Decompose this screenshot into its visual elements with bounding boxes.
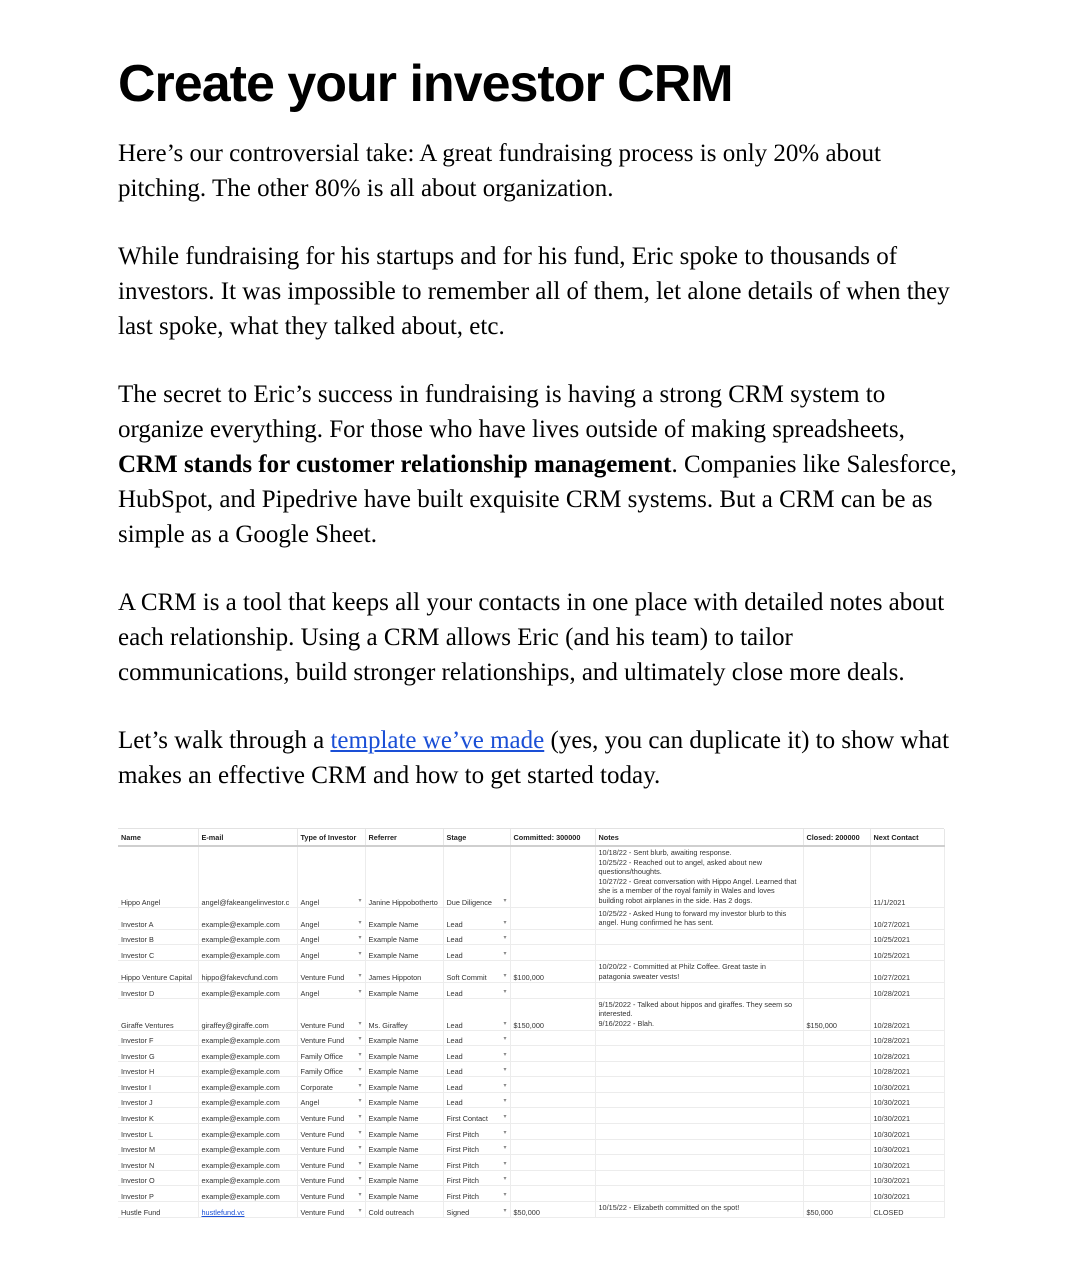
cell-email[interactable]: example@example.com [198, 1108, 297, 1124]
cell-closed[interactable]: $150,000 [803, 998, 870, 1030]
cell-next-contact[interactable]: 10/25/2021 [870, 945, 944, 961]
cell-closed[interactable] [803, 983, 870, 999]
cell-committed[interactable] [510, 846, 595, 907]
cell-notes[interactable] [595, 1170, 803, 1186]
cell-type[interactable]: Venture Fund ▾ [297, 1155, 365, 1171]
cell-next-contact[interactable]: 10/30/2021 [870, 1186, 944, 1202]
table-row [118, 960, 944, 982]
cell-notes[interactable] [595, 1108, 803, 1124]
table-row [118, 1030, 944, 1046]
cell-next-contact[interactable]: 10/25/2021 [870, 929, 944, 945]
table-row [118, 1202, 944, 1218]
cell-stage[interactable]: First Pitch ▾ [443, 1155, 510, 1171]
table-row [118, 1124, 944, 1140]
cell-name[interactable]: Investor F [118, 1030, 198, 1046]
cell-closed[interactable] [803, 1139, 870, 1155]
cell-email[interactable]: example@example.com [198, 1186, 297, 1202]
table-row [118, 929, 944, 945]
cell-name[interactable]: Investor H [118, 1061, 198, 1077]
cell-stage[interactable]: First Pitch ▾ [443, 1124, 510, 1140]
table-row [118, 1170, 944, 1186]
cell-type[interactable]: Venture Fund ▾ [297, 960, 365, 982]
cell-type[interactable]: Angel ▾ [297, 907, 365, 929]
cell-type[interactable]: Family Office ▾ [297, 1046, 365, 1062]
table-row [118, 983, 944, 999]
cell-stage[interactable]: Soft Commit ▾ [443, 960, 510, 982]
table-row [118, 1155, 944, 1171]
cell-stage[interactable]: Lead ▾ [443, 1092, 510, 1108]
cell-notes[interactable] [595, 1061, 803, 1077]
cell-notes[interactable] [595, 929, 803, 945]
cell-name[interactable]: Investor M [118, 1139, 198, 1155]
cell-type[interactable]: Angel ▾ [297, 1092, 365, 1108]
cell-type[interactable]: Venture Fund ▾ [297, 1202, 365, 1218]
cell-name[interactable]: Investor C [118, 945, 198, 961]
p3-text-before: The secret to Eric’s success in fundraising is having a strong CRM system to organize everything. For those who have lives outside of making spreadsheets, [118, 381, 905, 443]
article [118, 52, 958, 789]
cell-stage[interactable]: Lead ▾ [443, 945, 510, 961]
cell-name[interactable]: Giraffe Ventures [118, 998, 198, 1030]
cell-notes[interactable] [595, 1077, 803, 1093]
cell-committed[interactable] [510, 1061, 595, 1077]
cell-notes[interactable]: 10/15/22 - Elizabeth committed on the spot! [595, 1202, 803, 1218]
table-row [118, 1092, 944, 1108]
table-row [118, 1046, 944, 1062]
cell-referrer[interactable]: Example Name [365, 1124, 443, 1140]
cell-name[interactable]: Hustle Fund [118, 1202, 198, 1218]
cell-type[interactable]: Venture Fund ▾ [297, 1124, 365, 1140]
cell-email[interactable]: example@example.com [198, 1170, 297, 1186]
crm-definition-bold: CRM stands for customer relationship management [118, 451, 672, 478]
cell-name[interactable]: Hippo Venture Capital [118, 960, 198, 982]
cell-closed[interactable] [803, 1186, 870, 1202]
cell-committed[interactable] [510, 1155, 595, 1171]
p5-text-after: (yes, you can duplicate it) to show what makes an effective CRM and how to get started today. [118, 727, 950, 789]
cell-stage[interactable]: First Pitch ▾ [443, 1139, 510, 1155]
cell-referrer[interactable]: Example Name [365, 945, 443, 961]
table-body [118, 846, 944, 1217]
cell-email[interactable]: example@example.com [198, 1061, 297, 1077]
cell-notes[interactable]: 9/15/2022 - Talked about hippos and giraffes. They seem so interested. 9/16/2022 - Blah. [595, 998, 803, 1030]
cell-type[interactable]: Venture Fund ▾ [297, 1139, 365, 1155]
cell-stage[interactable]: Due Diligence ▾ [443, 846, 510, 907]
cell-committed[interactable]: $50,000 [510, 1202, 595, 1218]
cell-stage[interactable]: First Pitch ▾ [443, 1170, 510, 1186]
cell-next-contact[interactable]: 10/27/2021 [870, 960, 944, 982]
cell-email[interactable]: example@example.com [198, 1155, 297, 1171]
p5-text-before: Let’s walk through a [118, 727, 331, 754]
cell-referrer[interactable]: Janine Hippobotherto [365, 846, 443, 907]
cell-closed[interactable] [803, 1124, 870, 1140]
p3-text-after: . Companies like Salesforce, HubSpot, and Pipedrive have built exquisite CRM systems. But a CRM can be as simple as a Google Sheet. [118, 451, 957, 548]
cell-committed[interactable] [510, 1139, 595, 1155]
cell-notes[interactable] [595, 1046, 803, 1062]
cell-email[interactable]: example@example.com [198, 1077, 297, 1093]
cell-type[interactable]: Angel ▾ [297, 983, 365, 999]
cell-stage[interactable]: Lead ▾ [443, 998, 510, 1030]
cell-notes[interactable] [595, 1186, 803, 1202]
cell-email[interactable]: example@example.com [198, 1124, 297, 1140]
table-row [118, 1061, 944, 1077]
table-row [118, 1108, 944, 1124]
cell-notes[interactable] [595, 1124, 803, 1140]
cell-notes[interactable] [595, 1030, 803, 1046]
cell-type[interactable]: Angel ▾ [297, 945, 365, 961]
cell-closed[interactable] [803, 846, 870, 907]
cell-referrer[interactable]: Ms. Giraffey [365, 998, 443, 1030]
cell-referrer[interactable]: Example Name [365, 1030, 443, 1046]
cell-committed[interactable] [510, 929, 595, 945]
cell-referrer[interactable]: Example Name [365, 1155, 443, 1171]
cell-name[interactable]: Investor O [118, 1170, 198, 1186]
paragraph-crm-secret [118, 377, 958, 552]
cell-stage[interactable]: Signed ▾ [443, 1202, 510, 1218]
crm-spreadsheet-screenshot [118, 828, 944, 1218]
cell-next-contact[interactable]: 10/30/2021 [870, 1092, 944, 1108]
cell-closed[interactable] [803, 1155, 870, 1171]
paragraph-intro: Here’s our controversial take: A great fundraising process is only 20% about pitching. The other 80% is all about organization. [118, 140, 882, 202]
cell-email[interactable]: example@example.com [198, 1139, 297, 1155]
cell-next-contact[interactable]: 10/27/2021 [870, 907, 944, 929]
cell-next-contact[interactable]: 10/30/2021 [870, 1139, 944, 1155]
cell-type[interactable]: Venture Fund ▾ [297, 1170, 365, 1186]
cell-email[interactable]: example@example.com [198, 1092, 297, 1108]
table-row [118, 1186, 944, 1202]
cell-committed[interactable]: $100,000 [510, 960, 595, 982]
cell-closed[interactable] [803, 907, 870, 929]
cell-type[interactable]: Family Office ▾ [297, 1061, 365, 1077]
cell-name[interactable]: Investor L [118, 1124, 198, 1140]
cell-closed[interactable] [803, 960, 870, 982]
cell-referrer[interactable]: Example Name [365, 907, 443, 929]
cell-notes[interactable] [595, 983, 803, 999]
cell-closed[interactable] [803, 929, 870, 945]
cell-referrer[interactable]: Example Name [365, 1186, 443, 1202]
cell-stage[interactable]: Lead ▾ [443, 1030, 510, 1046]
cell-email[interactable]: example@example.com [198, 1046, 297, 1062]
cell-referrer[interactable]: Example Name [365, 1108, 443, 1124]
cell-notes[interactable] [595, 1139, 803, 1155]
cell-committed[interactable] [510, 907, 595, 929]
cell-committed[interactable]: $150,000 [510, 998, 595, 1030]
cell-notes[interactable] [595, 945, 803, 961]
table-header-row [118, 829, 944, 846]
cell-closed[interactable] [803, 945, 870, 961]
page-title: Create your investor CRM [118, 55, 733, 113]
table-row [118, 1139, 944, 1155]
cell-name[interactable]: Investor K [118, 1108, 198, 1124]
cell-closed[interactable] [803, 1092, 870, 1108]
cell-stage[interactable]: Lead ▾ [443, 929, 510, 945]
cell-closed[interactable]: $50,000 [803, 1202, 870, 1218]
cell-next-contact[interactable]: 11/1/2021 [870, 846, 944, 907]
col-header-closed[interactable]: Closed: 200000 [803, 829, 870, 846]
cell-closed[interactable] [803, 1046, 870, 1062]
cell-stage[interactable]: Lead ▾ [443, 1046, 510, 1062]
cell-type[interactable]: Venture Fund ▾ [297, 998, 365, 1030]
cell-name[interactable]: Investor A [118, 907, 198, 929]
col-header-notes[interactable]: Notes [595, 829, 803, 846]
cell-referrer[interactable]: Example Name [365, 1139, 443, 1155]
col-header-committed[interactable]: Committed: 300000 [510, 829, 595, 846]
cell-stage[interactable]: Lead ▾ [443, 983, 510, 999]
cell-name[interactable]: Investor P [118, 1186, 198, 1202]
cell-closed[interactable] [803, 1108, 870, 1124]
col-header-next-contact[interactable]: Next Contact [870, 829, 944, 846]
cell-name[interactable]: Investor B [118, 929, 198, 945]
cell-email[interactable]: example@example.com [198, 907, 297, 929]
cell-committed[interactable] [510, 1092, 595, 1108]
cell-stage[interactable]: First Contact ▾ [443, 1108, 510, 1124]
cell-referrer[interactable]: Example Name [365, 929, 443, 945]
cell-committed[interactable] [510, 1046, 595, 1062]
cell-type[interactable]: Angel ▾ [297, 846, 365, 907]
cell-type[interactable]: Angel ▾ [297, 929, 365, 945]
cell-next-contact[interactable]: 10/30/2021 [870, 1108, 944, 1124]
cell-referrer[interactable]: Example Name [365, 1061, 443, 1077]
table-row [118, 846, 944, 907]
cell-next-contact[interactable]: 10/28/2021 [870, 1046, 944, 1062]
cell-closed[interactable] [803, 1061, 870, 1077]
cell-notes[interactable] [595, 1155, 803, 1171]
table-row [118, 907, 944, 929]
cell-name[interactable]: Hippo Angel [118, 846, 198, 907]
cell-stage[interactable]: Lead ▾ [443, 907, 510, 929]
cell-stage[interactable]: Lead ▾ [443, 1061, 510, 1077]
cell-committed[interactable] [510, 1124, 595, 1140]
cell-committed[interactable] [510, 1186, 595, 1202]
cell-next-contact[interactable]: 10/30/2021 [870, 1124, 944, 1140]
cell-notes[interactable]: 10/25/22 - Asked Hung to forward my investor blurb to this angel. Hung confirmed he has sent. [595, 907, 803, 929]
cell-referrer[interactable]: Example Name [365, 1092, 443, 1108]
cell-email[interactable]: hippo@fakevcfund.com [198, 960, 297, 982]
cell-email[interactable]: example@example.com [198, 945, 297, 961]
paragraph-template [118, 723, 958, 793]
cell-name[interactable]: Investor J [118, 1092, 198, 1108]
cell-referrer[interactable]: Example Name [365, 1170, 443, 1186]
cell-next-contact[interactable]: 10/28/2021 [870, 1030, 944, 1046]
cell-type[interactable]: Venture Fund ▾ [297, 1108, 365, 1124]
cell-next-contact[interactable]: 10/30/2021 [870, 1155, 944, 1171]
cell-name[interactable]: Investor D [118, 983, 198, 999]
cell-email[interactable]: giraffey@giraffe.com [198, 998, 297, 1030]
cell-committed[interactable] [510, 1170, 595, 1186]
cell-committed[interactable] [510, 983, 595, 999]
cell-next-contact[interactable]: 10/30/2021 [870, 1077, 944, 1093]
col-header-referrer[interactable]: Referrer [365, 829, 443, 846]
cell-referrer[interactable]: Example Name [365, 983, 443, 999]
cell-referrer[interactable]: Cold outreach [365, 1202, 443, 1218]
cell-next-contact[interactable]: 10/28/2021 [870, 998, 944, 1030]
email-link[interactable]: hustlefund.vc [201, 1207, 245, 1217]
cell-email[interactable]: example@example.com [198, 929, 297, 945]
cell-next-contact[interactable]: 10/28/2021 [870, 983, 944, 999]
cell-referrer[interactable]: Example Name [365, 1077, 443, 1093]
cell-stage[interactable]: Lead ▾ [443, 1077, 510, 1093]
table-row [118, 998, 944, 1030]
col-header-name[interactable]: Name [118, 829, 198, 846]
cell-committed[interactable] [510, 1077, 595, 1093]
cell-email[interactable]: example@example.com [198, 983, 297, 999]
cell-closed[interactable] [803, 1170, 870, 1186]
cell-type[interactable]: Venture Fund ▾ [297, 1186, 365, 1202]
crm-table [118, 829, 945, 1218]
cell-email[interactable]: example@example.com [198, 1030, 297, 1046]
cell-committed[interactable] [510, 1030, 595, 1046]
cell-committed[interactable] [510, 1108, 595, 1124]
cell-type[interactable]: Venture Fund ▾ [297, 1030, 365, 1046]
paragraph-eric-fundraising: While fundraising for his startups and for his fund, Eric spoke to thousands of investors. It was impossible to remember all of them, let alone details of when they last spoke, what they talked about, etc. [118, 243, 950, 340]
table-row [118, 945, 944, 961]
template-link[interactable]: template we’ve made [330, 727, 545, 754]
cell-closed[interactable] [803, 1077, 870, 1093]
cell-next-contact[interactable]: 10/28/2021 [870, 1061, 944, 1077]
cell-name[interactable]: Investor G [118, 1046, 198, 1062]
cell-email[interactable]: angel@fakeangelinvestor.c [198, 846, 297, 907]
cell-next-contact[interactable]: 10/30/2021 [870, 1170, 944, 1186]
cell-next-contact[interactable]: CLOSED [870, 1202, 944, 1218]
cell-email[interactable] [198, 1202, 297, 1218]
col-header-email[interactable]: E-mail [198, 829, 297, 846]
cell-name[interactable]: Investor I [118, 1077, 198, 1093]
cell-type[interactable]: Corporate ▾ [297, 1077, 365, 1093]
cell-notes[interactable]: 10/20/22 - Committed at Philz Coffee. Great taste in patagonia sweater vests! [595, 960, 803, 982]
cell-referrer[interactable]: James Hippoton [365, 960, 443, 982]
cell-referrer[interactable]: Example Name [365, 1046, 443, 1062]
paragraph-crm-tool: A CRM is a tool that keeps all your contacts in one place with detailed notes about each relationship. Using a CRM allows Eric (and his team) to tailor communications, build stronger relationships, and ultimately close more deals. [118, 589, 945, 686]
col-header-stage[interactable]: Stage [443, 829, 510, 846]
cell-closed[interactable] [803, 1030, 870, 1046]
cell-stage[interactable]: First Pitch ▾ [443, 1186, 510, 1202]
col-header-type[interactable]: Type of Investor [297, 829, 365, 846]
cell-notes[interactable] [595, 1092, 803, 1108]
table-row [118, 1077, 944, 1093]
cell-name[interactable]: Investor N [118, 1155, 198, 1171]
cell-committed[interactable] [510, 945, 595, 961]
cell-notes[interactable]: 10/18/22 - Sent blurb, awaiting response. 10/25/22 - Reached out to angel, asked about new questions/thoughts. 10/27/22 - Great conversation with Hippo Angel. Learned that she is a member of the royal family in Wales and loves building robot airplanes in the side. Has 2 dogs. [595, 846, 803, 907]
